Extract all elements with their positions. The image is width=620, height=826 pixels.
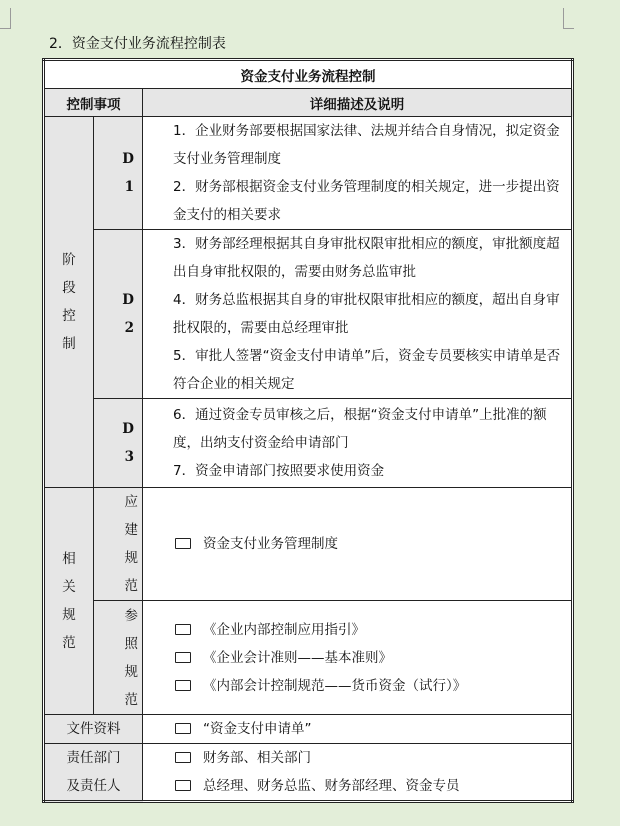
table-title: 资金支付业务流程控制 bbox=[44, 60, 573, 89]
folder-icon bbox=[175, 752, 191, 763]
responsibility-list: 财务部、相关部门 总经理、财务总监、财务部经理、资金专员 bbox=[143, 744, 573, 802]
folder-icon bbox=[175, 624, 191, 635]
folder-icon bbox=[175, 538, 191, 549]
stage-code-d3: D 3 bbox=[94, 399, 143, 488]
docs-label: 文件资料 bbox=[44, 715, 143, 744]
section-heading: 2．资金支付业务流程控制表 bbox=[49, 36, 226, 52]
header-description: 详细描述及说明 bbox=[143, 89, 573, 117]
should-build-label: 应 建 规 范 bbox=[94, 488, 143, 601]
header-control-item: 控制事项 bbox=[44, 89, 143, 117]
should-build-list: 资金支付业务管理制度 bbox=[143, 488, 573, 601]
folder-icon bbox=[175, 652, 191, 663]
related-norms-label: 相 关 规 范 bbox=[44, 488, 94, 715]
stage-code-d2: D 2 bbox=[94, 230, 143, 399]
reference-list: 《企业内部控制应用指引》 《企业会计准则——基本准则》 《内部会计控制规范——货币资金（试行）》 bbox=[143, 601, 573, 715]
margin-mark-left bbox=[0, 8, 11, 29]
reference-label: 参 照 规 范 bbox=[94, 601, 143, 715]
docs-list: “资金支付申请单” bbox=[143, 715, 573, 744]
stage-code-d1: D 1 bbox=[94, 117, 143, 230]
responsibility-label: 责任部门 及责任人 bbox=[44, 744, 143, 802]
stage-description: 6．通过资金专员审核之后，根据“资金支付申请单”上批准的额度，出纳支付资金给申请部门 7．资金申请部门按照要求使用资金 bbox=[143, 399, 573, 488]
stage-control-label: 阶 段 控 制 bbox=[44, 117, 94, 488]
stage-description: 3．财务部经理根据其自身审批权限审批相应的额度，审批额度超出自身审批权限的，需要由财务总监审批 4．财务总监根据其自身的审批权限审批相应的额度，超出自身审批权限的，需要由总经理审批 5．审批人签署“资金支付申请单”后，资金专员要核实申请单是否符合企业的相关规定 bbox=[143, 230, 573, 399]
folder-icon bbox=[175, 780, 191, 791]
control-table bbox=[42, 58, 574, 803]
folder-icon bbox=[175, 723, 191, 734]
stage-description: 1．企业财务部要根据国家法律、法规并结合自身情况，拟定资金支付业务管理制度 2．财务部根据资金支付业务管理制度的相关规定，进一步提出资金支付的相关要求 bbox=[143, 117, 573, 230]
folder-icon bbox=[175, 680, 191, 691]
margin-mark-right bbox=[563, 8, 574, 29]
